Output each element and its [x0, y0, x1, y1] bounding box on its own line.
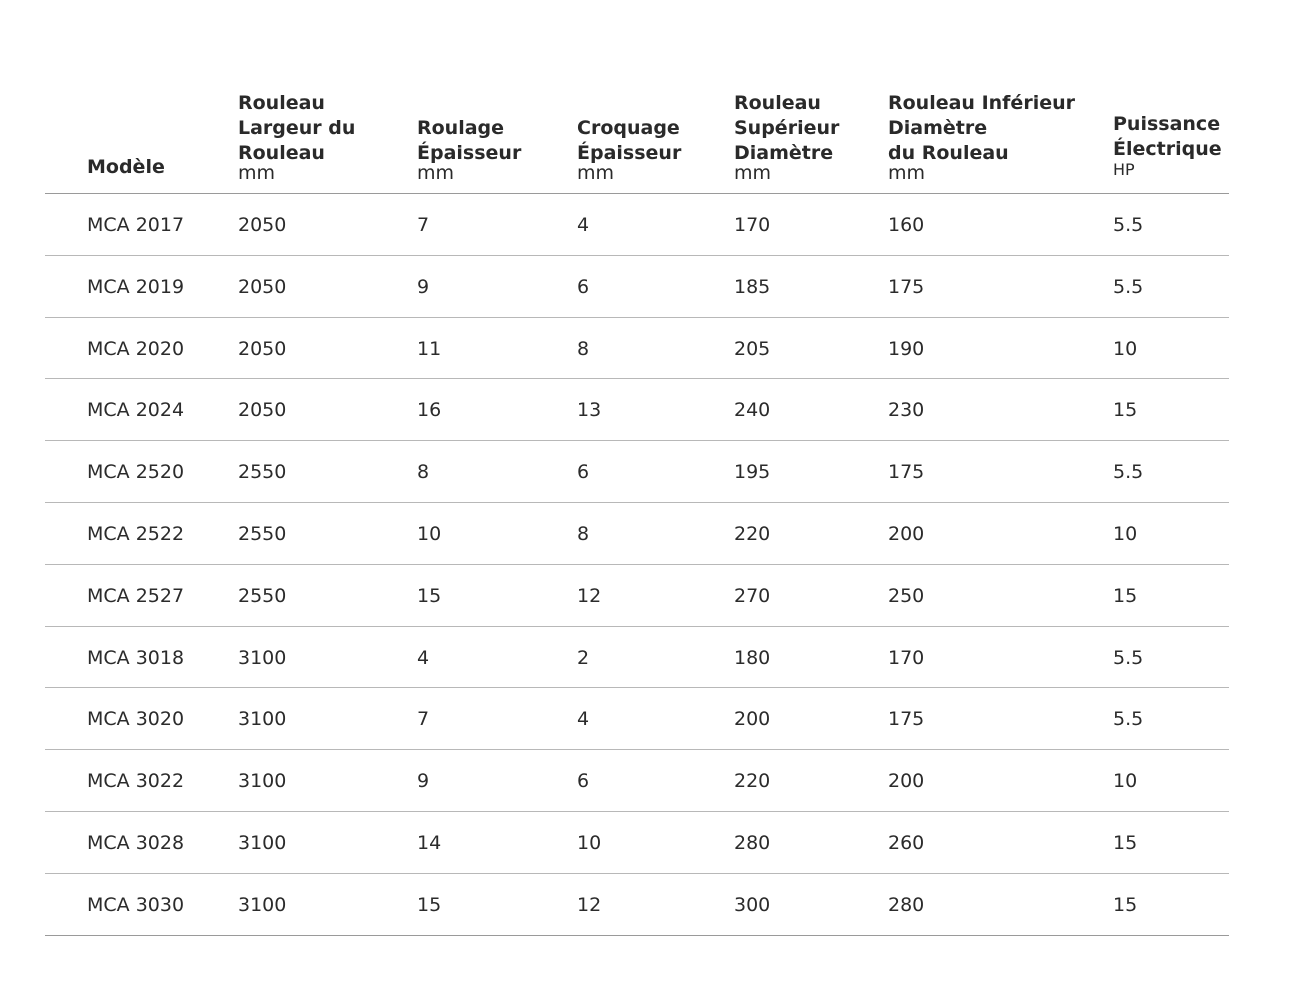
- table-row: [45, 812, 1229, 874]
- value-cell: 8: [417, 461, 430, 484]
- value-cell: 6: [577, 275, 590, 298]
- value-cell: 4: [417, 646, 430, 669]
- value-cell: 240: [734, 399, 771, 422]
- value-cell: 170: [734, 214, 771, 236]
- value-cell: 2550: [238, 584, 287, 607]
- value-cell: 220: [734, 522, 771, 545]
- table-row: [45, 627, 1229, 689]
- table-row: [45, 194, 1229, 256]
- value-cell: 12: [577, 584, 602, 607]
- header-unit: mm: [238, 162, 276, 184]
- value-cell: 2: [577, 646, 590, 669]
- value-cell: 10: [1113, 770, 1138, 793]
- value-cell: 175: [888, 461, 925, 484]
- value-cell: 300: [734, 893, 771, 916]
- header-roller-width: [238, 91, 356, 184]
- spec-table: [45, 84, 1229, 936]
- value-cell: 250: [888, 584, 925, 607]
- value-cell: 260: [888, 831, 925, 854]
- value-cell: 3100: [238, 770, 287, 793]
- table-row: [45, 256, 1229, 318]
- table-row: [45, 441, 1229, 503]
- value-cell: 2050: [238, 399, 287, 422]
- model-cell: MCA 2017: [87, 214, 185, 236]
- value-cell: 200: [888, 770, 925, 793]
- header-crimping-thickness: [577, 116, 682, 184]
- model-cell: MCA 3018: [87, 646, 185, 669]
- header-electric-power: [1113, 112, 1222, 180]
- value-cell: 2050: [238, 214, 287, 236]
- value-cell: 15: [1113, 399, 1138, 422]
- model-cell: MCA 2020: [87, 337, 185, 360]
- value-cell: 175: [888, 708, 925, 731]
- header-title: Rouleau Inférieur Diamètre du Rouleau: [888, 92, 1075, 164]
- header-title: Roulage Épaisseur: [417, 117, 522, 164]
- header-unit: mm: [888, 162, 926, 184]
- value-cell: 6: [577, 770, 590, 793]
- model-cell: MCA 2527: [87, 584, 185, 607]
- table-row: [45, 750, 1229, 812]
- value-cell: 280: [734, 831, 771, 854]
- value-cell: 8: [577, 337, 590, 360]
- value-cell: 9: [417, 275, 430, 298]
- model-cell: MCA 2019: [87, 275, 185, 298]
- value-cell: 15: [1113, 831, 1138, 854]
- value-cell: 4: [577, 708, 590, 731]
- value-cell: 16: [417, 399, 442, 422]
- header-modele: [87, 155, 165, 180]
- value-cell: 200: [888, 522, 925, 545]
- value-cell: 2050: [238, 275, 287, 298]
- value-cell: 3100: [238, 708, 287, 731]
- header-title: Modèle: [87, 156, 165, 178]
- value-cell: 185: [734, 275, 771, 298]
- table-header: [45, 84, 1229, 194]
- value-cell: 270: [734, 584, 771, 607]
- value-cell: 205: [734, 337, 771, 360]
- model-cell: MCA 2522: [87, 522, 185, 545]
- table-body: [45, 194, 1229, 936]
- model-cell: MCA 3028: [87, 831, 185, 854]
- table-row: [45, 688, 1229, 750]
- model-cell: MCA 3020: [87, 708, 185, 731]
- value-cell: 195: [734, 461, 771, 484]
- value-cell: 200: [734, 708, 771, 731]
- value-cell: 5.5: [1113, 708, 1144, 731]
- model-cell: MCA 3030: [87, 893, 185, 916]
- header-lower-roller-diameter: [888, 91, 1075, 184]
- value-cell: 2550: [238, 461, 287, 484]
- header-title: Puissance Électrique: [1113, 113, 1222, 160]
- value-cell: 4: [577, 214, 590, 236]
- table-row: [45, 379, 1229, 441]
- value-cell: 8: [577, 522, 590, 545]
- table-row: [45, 503, 1229, 565]
- value-cell: 13: [577, 399, 602, 422]
- value-cell: 15: [417, 584, 442, 607]
- value-cell: 2050: [238, 337, 287, 360]
- value-cell: 15: [1113, 584, 1138, 607]
- table-row: [45, 318, 1229, 380]
- header-rolling-thickness: [417, 116, 522, 184]
- value-cell: 10: [417, 522, 442, 545]
- value-cell: 5.5: [1113, 214, 1144, 236]
- table-row: [45, 874, 1229, 936]
- value-cell: 170: [888, 646, 925, 669]
- value-cell: 9: [417, 770, 430, 793]
- model-cell: MCA 2024: [87, 399, 185, 422]
- value-cell: 2550: [238, 522, 287, 545]
- header-unit: mm: [417, 162, 455, 184]
- value-cell: 230: [888, 399, 925, 422]
- value-cell: 10: [1113, 337, 1138, 360]
- value-cell: 14: [417, 831, 442, 854]
- header-title: Croquage Épaisseur: [577, 117, 682, 164]
- value-cell: 5.5: [1113, 461, 1144, 484]
- model-cell: MCA 2520: [87, 461, 185, 484]
- model-cell: MCA 3022: [87, 770, 185, 793]
- header-unit: HP: [1113, 160, 1135, 179]
- value-cell: 5.5: [1113, 646, 1144, 669]
- value-cell: 7: [417, 708, 430, 731]
- value-cell: 12: [577, 893, 602, 916]
- header-unit: mm: [734, 162, 772, 184]
- value-cell: 10: [577, 831, 602, 854]
- value-cell: 7: [417, 214, 430, 236]
- value-cell: 160: [888, 214, 925, 236]
- table-row: [45, 565, 1229, 627]
- header-unit: mm: [577, 162, 615, 184]
- value-cell: 3100: [238, 646, 287, 669]
- value-cell: 280: [888, 893, 925, 916]
- value-cell: 15: [1113, 893, 1138, 916]
- value-cell: 3100: [238, 893, 287, 916]
- value-cell: 10: [1113, 522, 1138, 545]
- header-title: Rouleau Supérieur Diamètre: [734, 92, 840, 164]
- value-cell: 15: [417, 893, 442, 916]
- value-cell: 180: [734, 646, 771, 669]
- value-cell: 3100: [238, 831, 287, 854]
- value-cell: 11: [417, 337, 442, 360]
- value-cell: 190: [888, 337, 925, 360]
- value-cell: 5.5: [1113, 275, 1144, 298]
- header-title: Rouleau Largeur du Rouleau: [238, 92, 356, 164]
- header-upper-roller-diameter: [734, 91, 840, 184]
- value-cell: 175: [888, 275, 925, 298]
- value-cell: 220: [734, 770, 771, 793]
- value-cell: 6: [577, 461, 590, 484]
